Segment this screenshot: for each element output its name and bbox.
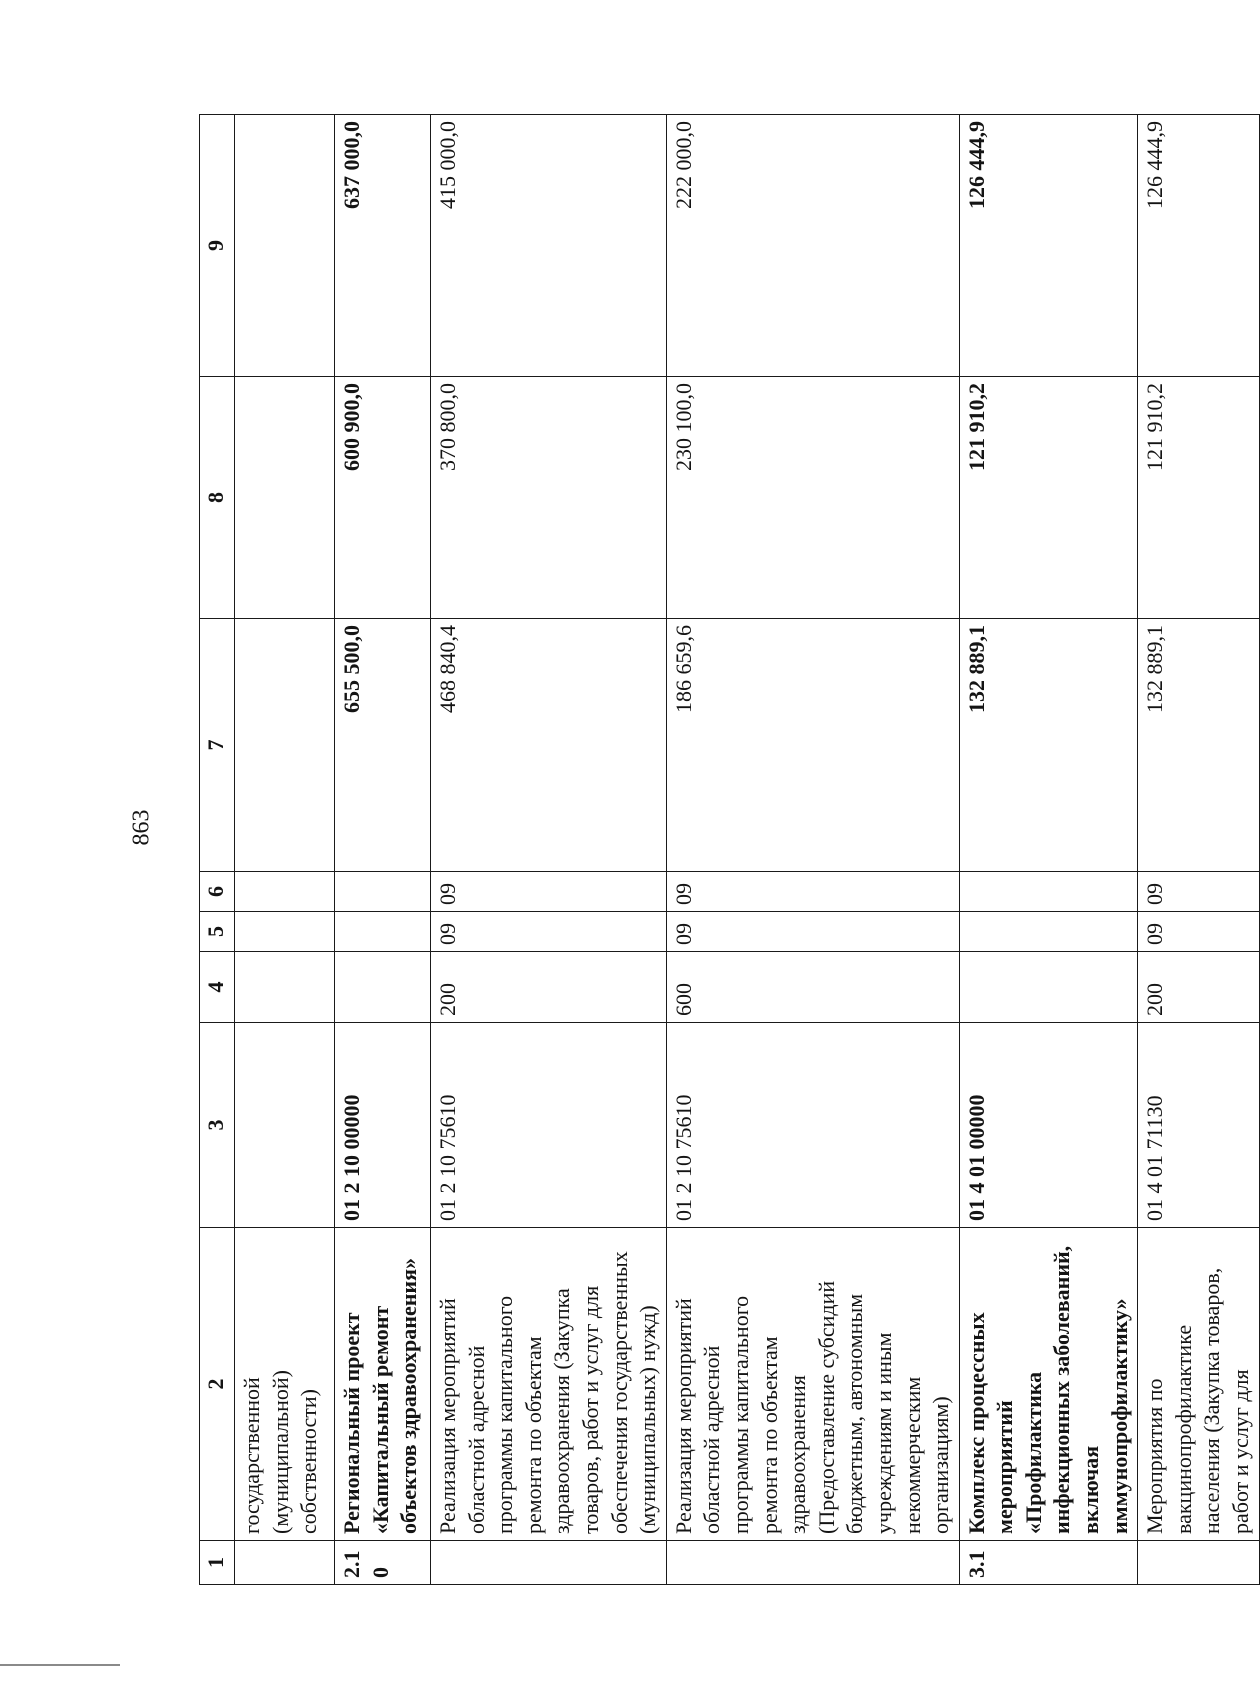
row-amount-9-cell: [235, 115, 335, 377]
table-row: [431, 115, 667, 1585]
row-description-cell: государственной (муниципальной) собственности): [235, 1228, 335, 1541]
table-row: [335, 115, 431, 1585]
row-col4-cell: 200: [431, 952, 667, 1023]
header-cell-5: 5: [200, 912, 235, 952]
row-col5-cell: [959, 912, 1138, 952]
row-description-cell: Реализация мероприятий областной адресной программы капитального ремонта по объектам здравоохранения (Предоставление субсидий бюджетным, автономным учреждениям и иным некоммерческим организациям): [666, 1228, 959, 1541]
header-cell-6: 6: [200, 872, 235, 912]
row-col6-cell: 09: [666, 872, 959, 912]
row-amount-9-cell: 126 444,9: [959, 115, 1138, 377]
row-index-cell: [431, 1541, 667, 1585]
table-row: [666, 115, 959, 1585]
header-row: [200, 115, 235, 1585]
row-amount-7-cell: 132 889,1: [959, 619, 1138, 872]
row-col6-cell: [959, 872, 1138, 912]
row-index-cell: [235, 1541, 335, 1585]
row-code-cell: [235, 1023, 335, 1228]
row-amount-7-cell: 655 500,0: [335, 619, 431, 872]
row-col4-cell: [959, 952, 1138, 1023]
page-number: 863: [128, 809, 155, 846]
row-description-cell: Реализация мероприятий областной адресной программы капитального ремонта по объектам здравоохранения (Закупка товаров, работ и услуг для обеспечения государственных (муниципальных) нужд): [431, 1228, 667, 1541]
budget-table: [199, 114, 1260, 1585]
row-col4-cell: 200: [1138, 952, 1259, 1023]
row-amount-9-cell: 222 000,0: [666, 115, 959, 377]
header-cell-4: 4: [200, 952, 235, 1023]
row-col6-cell: 09: [431, 872, 667, 912]
row-col5-cell: [335, 912, 431, 952]
row-amount-8-cell: [235, 377, 335, 619]
rotated-table-frame: [199, 115, 1254, 1585]
row-amount-9-cell: 415 000,0: [431, 115, 667, 377]
row-index-cell: [666, 1541, 959, 1585]
row-amount-8-cell: 121 910,2: [959, 377, 1138, 619]
header-cell-2: 2: [200, 1228, 235, 1541]
row-col6-cell: 09: [1138, 872, 1259, 912]
scan-edge-mark: [0, 1664, 120, 1666]
row-amount-9-cell: 637 000,0: [335, 115, 431, 377]
row-col6-cell: [235, 872, 335, 912]
header-cell-7: 7: [200, 619, 235, 872]
table-container: [199, 115, 1254, 1585]
table-row: [235, 115, 335, 1585]
table-row: [959, 115, 1138, 1585]
row-code-cell: 01 2 10 00000: [335, 1023, 431, 1228]
row-amount-8-cell: 121 910,2: [1138, 377, 1259, 619]
row-amount-7-cell: 132 889,1: [1138, 619, 1259, 872]
row-amount-8-cell: 600 900,0: [335, 377, 431, 619]
row-col5-cell: 09: [1138, 912, 1259, 952]
row-col5-cell: 09: [431, 912, 667, 952]
row-col4-cell: 600: [666, 952, 959, 1023]
header-cell-1: 1: [200, 1541, 235, 1585]
row-code-cell: 01 4 01 00000: [959, 1023, 1138, 1228]
row-col4-cell: [335, 952, 431, 1023]
row-amount-8-cell: 370 800,0: [431, 377, 667, 619]
row-description-cell: Мероприятия по вакцинопрофилактике населения (Закупка товаров, работ и услуг для: [1138, 1228, 1259, 1541]
header-cell-9: 9: [200, 115, 235, 377]
row-amount-9-cell: 126 444,9: [1138, 115, 1259, 377]
header-cell-3: 3: [200, 1023, 235, 1228]
row-description-cell: Комплекс процессных мероприятий «Профилактика инфекционных заболеваний, включая иммунопрофилактику»: [959, 1228, 1138, 1541]
row-col5-cell: 09: [666, 912, 959, 952]
row-amount-7-cell: [235, 619, 335, 872]
row-code-cell: 01 4 01 71130: [1138, 1023, 1259, 1228]
row-col6-cell: [335, 872, 431, 912]
row-description-cell: Региональный проект «Капитальный ремонт объектов здравоохранения»: [335, 1228, 431, 1541]
row-amount-8-cell: 230 100,0: [666, 377, 959, 619]
row-col5-cell: [235, 912, 335, 952]
header-cell-8: 8: [200, 377, 235, 619]
row-code-cell: 01 2 10 75610: [666, 1023, 959, 1228]
row-code-cell: 01 2 10 75610: [431, 1023, 667, 1228]
row-index-cell: [1138, 1541, 1259, 1585]
row-index-cell: 2.10: [335, 1541, 431, 1585]
row-index-cell: 3.1: [959, 1541, 1138, 1585]
row-amount-7-cell: 468 840,4: [431, 619, 667, 872]
row-col4-cell: [235, 952, 335, 1023]
table-row: [1138, 115, 1259, 1585]
row-amount-7-cell: 186 659,6: [666, 619, 959, 872]
